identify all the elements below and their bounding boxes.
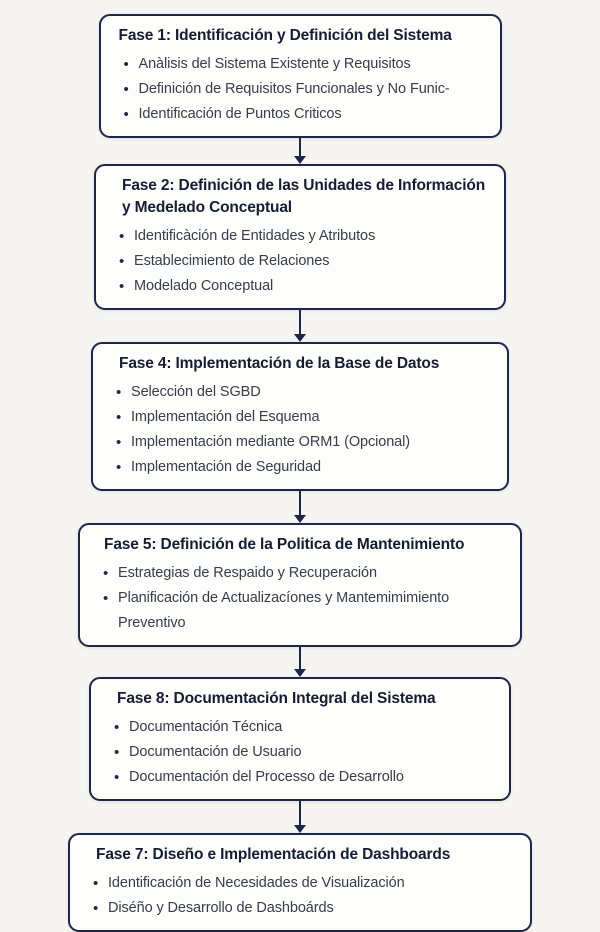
down-arrow-icon <box>292 647 308 677</box>
arrow-head <box>294 334 306 342</box>
phase-bullet-list <box>93 380 507 489</box>
arrow-shaft <box>299 491 302 516</box>
phase-box-fase-8 <box>89 677 511 801</box>
bullet-item: • Planificación de Actualizacíones y Mantemimimiento Preventivo <box>80 586 506 636</box>
arrow-head <box>294 669 306 677</box>
arrow-head <box>294 515 306 523</box>
bullet-item: • Documentación de Usuario <box>91 740 495 765</box>
arrow-shaft <box>299 138 302 157</box>
bullet-item: • Anàlisis del Sistema Existente y Requisitos <box>101 52 486 77</box>
down-arrow-icon <box>292 491 308 523</box>
arrow-shaft <box>299 801 302 826</box>
phase-bullet-list <box>91 715 509 799</box>
bullet-item: • Identificación de Puntos Criticos <box>101 102 486 127</box>
phase-bullet-list <box>101 52 500 136</box>
phase-title: Fase 4: Implementación de la Base de Datos <box>119 355 440 372</box>
phase-title: Fase 7: Diseño e Implementación de Dashboards <box>96 846 451 863</box>
bullet-item: • Definición de Requisitos Funcionales y No Funic- <box>101 77 486 102</box>
arrow-head <box>294 825 306 833</box>
bullet-item: • Estrategias de Respaido y Recuperación <box>80 561 506 586</box>
phase-title: Fase 8: Documentación Integral del Sistema <box>117 690 436 707</box>
phase-box-fase-5 <box>78 523 522 647</box>
down-arrow-icon <box>292 801 308 833</box>
arrow-shaft <box>299 647 302 670</box>
bullet-item: • Documentación Técnica <box>91 715 495 740</box>
arrow-head <box>294 156 306 164</box>
phase-box-fase-7 <box>68 833 532 932</box>
bullet-item: • Diséño y Desarrollo de Dashboárds <box>70 896 516 921</box>
phase-box-fase-2 <box>94 164 506 310</box>
phase-title: Fase 2: Definición de las Unidades de Información y Medelado Conceptual <box>122 177 486 216</box>
phase-box-fase-1 <box>99 14 502 138</box>
phase-bullet-list <box>80 561 520 645</box>
phase-box-fase-4 <box>91 342 509 491</box>
bullet-item: • Identificación de Necesidades de Visualización <box>70 871 516 896</box>
bullet-item: • Implementación del Esquema <box>93 405 493 430</box>
bullet-item: • Establecimiento de Relaciones <box>96 249 490 274</box>
phase-title: Fase 5: Definición de la Politica de Mantenimiento <box>104 536 465 553</box>
phase-bullet-list <box>96 224 504 308</box>
down-arrow-icon <box>292 138 308 164</box>
bullet-item: • Implementación mediante ORM1 (Opcional) <box>93 430 493 455</box>
phase-bullet-list <box>70 871 530 930</box>
bullet-item: • Selección del SGBD <box>93 380 493 405</box>
phase-title: Fase 1: Identificación y Definición del Sistema <box>118 27 452 44</box>
bullet-item: • Implementación de Seguridad <box>93 455 493 480</box>
bullet-item: • Identificàción de Entidades y Atributos <box>96 224 490 249</box>
bullet-item: • Modelado Conceptual <box>96 274 490 299</box>
down-arrow-icon <box>292 310 308 342</box>
bullet-item: • Documentación del Processo de Desarrollo <box>91 765 495 790</box>
arrow-shaft <box>299 310 302 335</box>
